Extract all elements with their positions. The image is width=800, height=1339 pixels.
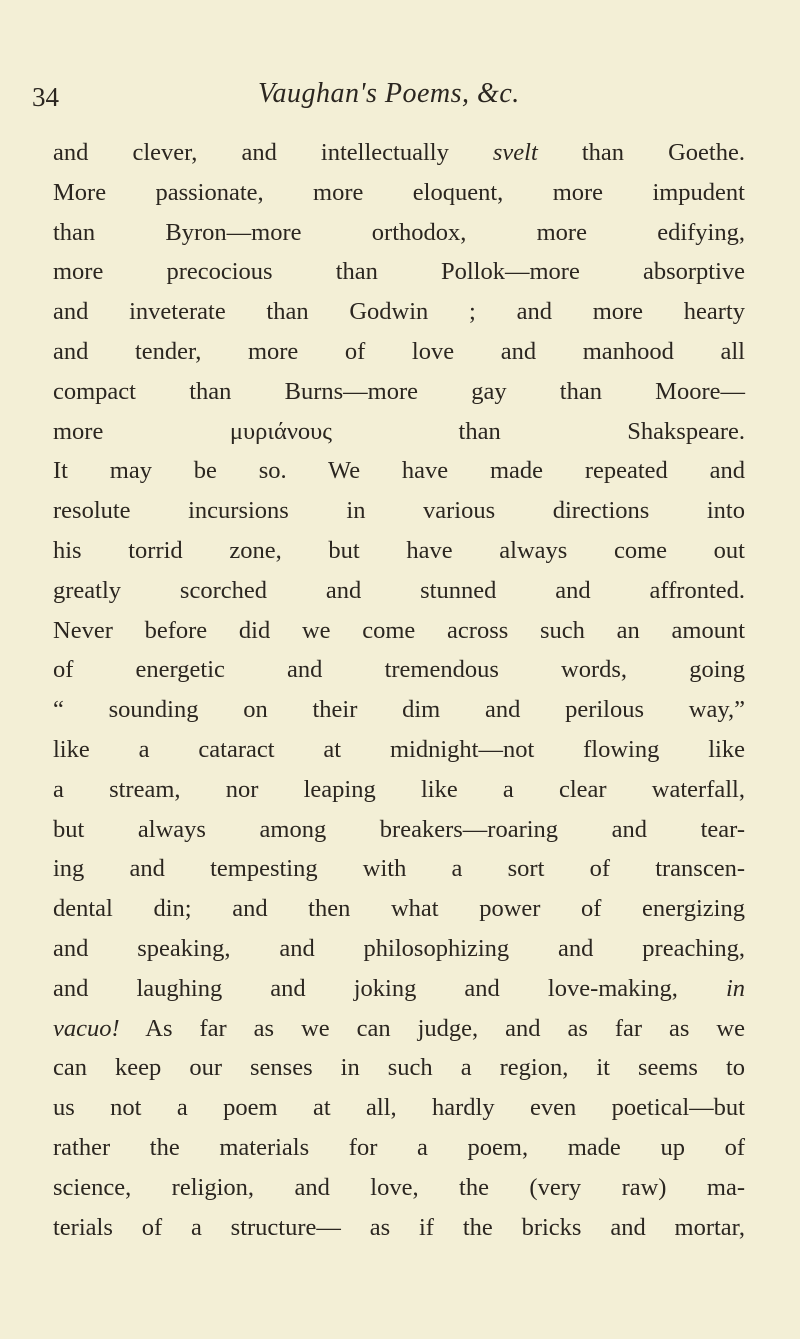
- text-line-italic: svelt: [492, 139, 538, 166]
- text-line: [53, 332, 745, 372]
- text-line-roman: resolute incursions in various directions into: [53, 497, 745, 525]
- body-text: [53, 133, 745, 1247]
- text-line: [53, 531, 745, 571]
- text-line: [53, 292, 745, 332]
- text-line-roman: terials of a structure— as if the bricks and mortar,: [53, 1213, 745, 1241]
- text-line-roman: More passionate, more eloquent, more impudent: [53, 178, 745, 206]
- page-number: 34: [32, 82, 59, 112]
- text-line: [53, 1128, 745, 1168]
- text-line: [53, 571, 745, 611]
- text-line-roman: Never before did we come across such an amount: [53, 616, 745, 644]
- text-line: [53, 810, 745, 850]
- text-line: [53, 889, 745, 929]
- text-line-roman: It may be so. We have made repeated and: [53, 457, 745, 485]
- text-line-roman: his torrid zone, but have always come out: [53, 536, 745, 564]
- text-line: [53, 730, 745, 770]
- text-line-italic: in: [725, 974, 745, 1002]
- text-line: [53, 969, 745, 1009]
- text-line-roman: and laughing and joking and love-making,: [53, 974, 726, 1002]
- text-line-roman: rather the materials for a poem, made up of: [53, 1133, 745, 1161]
- text-line-roman: can keep our senses in such a region, it seems to: [53, 1054, 745, 1082]
- text-line-roman: greatly scorched and stunned and affronted.: [53, 576, 745, 604]
- text-line: [53, 1009, 745, 1049]
- running-head: Vaughan's Poems, &c.: [258, 78, 520, 109]
- text-line-roman: a stream, nor leaping like a clear waterfall,: [53, 775, 745, 803]
- text-line-roman: and tender, more of love and manhood all: [53, 337, 745, 365]
- text-line-roman: ing and tempesting with a sort of transcen-: [53, 855, 745, 883]
- text-line: [53, 252, 745, 292]
- text-line-roman: more precocious than Pollok—more absorptive: [53, 258, 745, 286]
- text-line: [53, 650, 745, 690]
- text-line: [53, 770, 745, 810]
- text-line: [53, 690, 745, 730]
- text-line-roman-tail: As far as we can judge, and as far as we: [119, 1014, 745, 1042]
- text-line: [53, 1088, 745, 1128]
- text-line: [53, 491, 745, 531]
- text-line-roman: more μυριάνους than Shakspeare.: [53, 417, 745, 445]
- text-line: [53, 213, 745, 253]
- text-line-roman: science, religion, and love, the (very raw) ma-: [53, 1173, 745, 1201]
- text-line: [53, 1208, 745, 1248]
- text-line: [53, 451, 745, 491]
- text-line-roman: us not a poem at all, hardly even poetical—but: [53, 1094, 745, 1122]
- text-line-roman: and inveterate than Godwin ; and more hearty: [53, 298, 745, 326]
- text-line: [53, 372, 745, 412]
- text-line-roman: than Byron—more orthodox, more edifying,: [53, 218, 745, 246]
- page-header: [30, 78, 770, 118]
- text-line-roman: compact than Burns—more gay than Moore—: [53, 377, 745, 405]
- text-line-roman: like a cataract at midnight—not flowing like: [53, 735, 745, 763]
- text-line: [53, 1048, 745, 1088]
- text-line-roman: but always among breakers—roaring and tear-: [53, 815, 745, 843]
- text-line: [53, 929, 745, 969]
- text-line-roman: “ sounding on their dim and perilous way,”: [53, 696, 745, 724]
- text-line-roman: and clever, and intellectually: [53, 139, 493, 166]
- text-line: [53, 611, 745, 651]
- text-line-roman: of energetic and tremendous words, going: [53, 656, 745, 684]
- text-line-roman-tail: than Goethe.: [537, 139, 745, 166]
- text-line: [53, 133, 745, 173]
- text-line-italic: vacuo!: [53, 1014, 120, 1042]
- text-line: [53, 173, 745, 213]
- text-line-roman: and speaking, and philosophizing and preaching,: [53, 934, 745, 962]
- text-line-roman: dental din; and then what power of energizing: [53, 895, 745, 923]
- text-line: [53, 1168, 745, 1208]
- text-line: [53, 412, 745, 452]
- text-line: [53, 849, 745, 889]
